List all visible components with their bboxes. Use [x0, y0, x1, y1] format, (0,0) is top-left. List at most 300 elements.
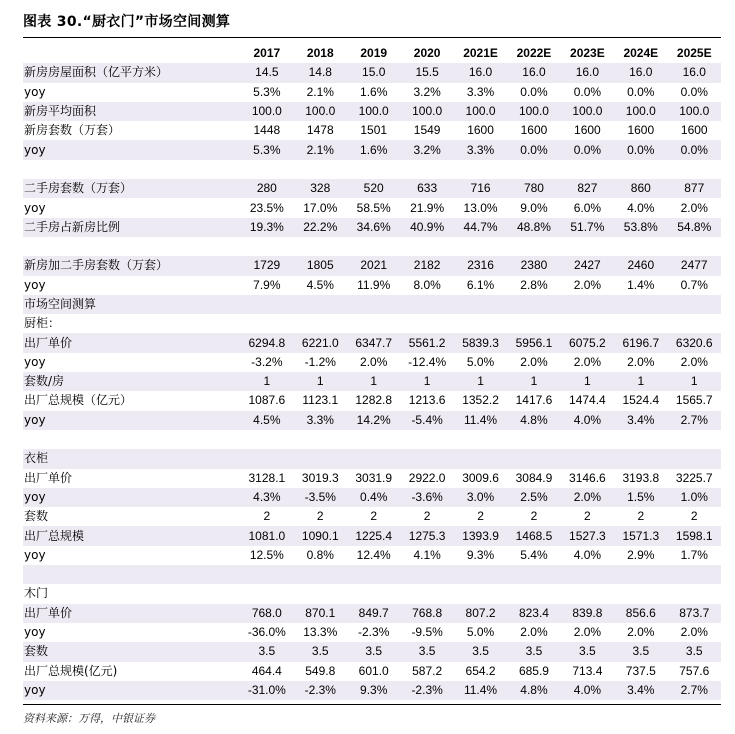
table-row: [23, 198, 721, 217]
value-cell: 12.4%: [356, 547, 391, 562]
value-cell: 1: [240, 372, 293, 391]
value-cell: 3.5: [668, 642, 721, 661]
value-cell: 23.5%: [249, 200, 284, 215]
value-cell: 1565.7: [675, 393, 713, 408]
row-label: 新房套数（万套）: [24, 123, 121, 138]
figure-title: 图表 30.“厨衣门”市场空间测算: [23, 14, 231, 30]
row-label: 衣柜: [23, 449, 240, 468]
value-cell: 1549: [413, 123, 441, 138]
value-cell: 716: [454, 179, 507, 198]
value-cell: 6221.0: [294, 333, 347, 352]
table-row: [23, 256, 721, 275]
value-cell: 464.4: [251, 663, 282, 678]
row-label: [23, 237, 240, 256]
year-header: 2017: [253, 46, 281, 61]
value-cell: [294, 295, 347, 314]
value-cell: [507, 449, 560, 468]
value-cell: -5.4%: [400, 411, 453, 430]
value-cell: 0.0%: [520, 84, 548, 99]
row-label: 出厂总规模: [23, 526, 240, 545]
value-cell: [561, 160, 614, 179]
value-cell: 2.0%: [520, 625, 548, 640]
value-cell: -31.0%: [240, 681, 293, 700]
value-cell: 780: [507, 179, 560, 198]
value-cell: 2477: [668, 256, 721, 275]
value-cell: 14.2%: [347, 411, 400, 430]
value-cell: 3146.6: [569, 470, 606, 485]
row-label: yoy: [24, 277, 46, 292]
value-cell: 3.5: [614, 642, 667, 661]
table-row: [23, 584, 721, 603]
value-cell: 685.9: [518, 663, 549, 678]
value-cell: [294, 430, 347, 449]
value-cell: [454, 449, 507, 468]
source-note: 资料来源：万得，中银证券: [23, 712, 155, 725]
value-cell: [561, 237, 614, 256]
row-label: 出厂单价: [24, 470, 73, 485]
value-cell: 1213.6: [408, 393, 446, 408]
value-cell: 4.5%: [240, 411, 293, 430]
value-cell: 1: [400, 372, 453, 391]
value-cell: 1.6%: [347, 140, 400, 159]
value-cell: 0.0%: [680, 84, 708, 99]
value-cell: 3031.9: [355, 470, 393, 485]
value-cell: 48.8%: [507, 218, 560, 237]
table-row: [23, 546, 721, 565]
value-cell: 4.3%: [240, 488, 293, 507]
value-cell: 5.3%: [240, 140, 293, 159]
value-cell: 0.4%: [347, 488, 400, 507]
value-cell: [507, 584, 560, 603]
value-cell: [240, 430, 293, 449]
value-cell: 4.0%: [627, 200, 655, 215]
value-cell: 3.5: [294, 642, 347, 661]
value-cell: 2.0%: [680, 625, 708, 640]
value-cell: 100.0: [240, 102, 293, 121]
value-cell: 0.0%: [507, 140, 560, 159]
value-cell: [240, 295, 293, 314]
table-row: [23, 63, 721, 82]
value-cell: 827: [561, 179, 614, 198]
value-cell: -1.2%: [304, 354, 336, 369]
value-cell: 100.0: [507, 102, 560, 121]
table-row: [23, 314, 721, 333]
value-cell: 856.6: [614, 604, 667, 623]
value-cell: 1600: [520, 123, 548, 138]
bottom-divider: [23, 704, 721, 705]
year-header: 2018: [306, 46, 334, 61]
value-cell: [400, 295, 453, 314]
value-cell: -9.5%: [411, 625, 443, 640]
value-cell: 0.7%: [680, 277, 708, 292]
value-cell: 11.4%: [454, 681, 507, 700]
value-cell: 0.0%: [668, 140, 721, 159]
value-cell: 1: [614, 372, 667, 391]
value-cell: 1123.1: [302, 393, 339, 408]
value-cell: 3.0%: [454, 488, 507, 507]
value-cell: -3.6%: [400, 488, 453, 507]
value-cell: 3.4%: [614, 411, 667, 430]
row-label: 二手房套数（万套）: [23, 179, 240, 198]
value-cell: 2: [316, 509, 324, 524]
value-cell: [400, 237, 453, 256]
table-row: [23, 102, 721, 121]
value-cell: 1.0%: [668, 488, 721, 507]
value-cell: 4.5%: [306, 277, 334, 292]
value-cell: 5839.3: [454, 333, 507, 352]
year-header: 2024E: [623, 46, 659, 61]
value-cell: 2: [690, 509, 698, 524]
value-cell: [507, 295, 560, 314]
year-header: 2019: [360, 46, 388, 61]
value-cell: 2.5%: [507, 488, 560, 507]
value-cell: 1417.6: [515, 393, 553, 408]
table-row: [23, 140, 721, 159]
row-label: 木门: [24, 586, 49, 601]
value-cell: [400, 584, 453, 603]
value-cell: 2.7%: [668, 411, 721, 430]
value-cell: 1: [347, 372, 400, 391]
value-cell: 3084.9: [515, 470, 553, 485]
value-cell: [668, 314, 721, 333]
year-header: 2025E: [676, 46, 712, 61]
value-cell: 8.0%: [413, 277, 441, 292]
table-row: [23, 179, 721, 198]
value-cell: 12.5%: [249, 547, 284, 562]
value-cell: 100.0: [347, 102, 400, 121]
value-cell: 9.0%: [520, 200, 548, 215]
year-header: 2020: [413, 46, 441, 61]
value-cell: 2021: [347, 256, 400, 275]
value-cell: 3019.3: [301, 470, 339, 485]
value-cell: 601.0: [358, 663, 389, 678]
value-cell: 520: [347, 179, 400, 198]
value-cell: 3.5: [240, 642, 293, 661]
value-cell: 2182: [400, 256, 453, 275]
value-cell: 4.0%: [561, 411, 614, 430]
value-cell: [294, 565, 347, 584]
value-cell: 1081.0: [240, 526, 293, 545]
value-cell: 4.0%: [561, 681, 614, 700]
value-cell: 1087.6: [248, 393, 286, 408]
table-row: [23, 218, 721, 237]
value-cell: 1448: [253, 123, 281, 138]
value-cell: 16.0: [614, 63, 667, 82]
table-row: [23, 526, 721, 545]
value-cell: [240, 584, 293, 603]
row-label: 市场空间测算: [23, 295, 240, 314]
value-cell: [347, 160, 400, 179]
value-cell: 2.0%: [573, 625, 602, 640]
value-cell: [507, 237, 560, 256]
row-label: 套数: [23, 642, 240, 661]
row-label: yoy: [23, 681, 240, 700]
value-cell: [454, 295, 507, 314]
value-cell: 2: [263, 509, 271, 524]
table-row: [23, 160, 721, 179]
row-label: [23, 160, 240, 179]
value-cell: [347, 449, 400, 468]
value-cell: 1805: [294, 256, 347, 275]
value-cell: [294, 584, 347, 603]
value-cell: 19.3%: [240, 218, 293, 237]
table-row: [23, 449, 721, 468]
table-row: [23, 488, 721, 507]
value-cell: [347, 237, 400, 256]
value-cell: 51.7%: [561, 218, 614, 237]
value-cell: 0.0%: [614, 140, 667, 159]
value-cell: 1352.2: [462, 393, 499, 408]
value-cell: 549.8: [305, 663, 336, 678]
value-cell: -3.5%: [294, 488, 347, 507]
value-cell: [454, 584, 507, 603]
value-cell: [400, 430, 453, 449]
row-label: yoy: [24, 354, 46, 369]
value-cell: [454, 160, 507, 179]
value-cell: 328: [294, 179, 347, 198]
value-cell: 5.4%: [520, 547, 548, 562]
value-cell: 100.0: [614, 102, 667, 121]
value-cell: 1225.4: [347, 526, 400, 545]
value-cell: 713.4: [572, 663, 603, 678]
value-cell: 3.3%: [466, 84, 495, 99]
value-cell: [561, 449, 614, 468]
value-cell: [614, 237, 667, 256]
value-cell: 34.6%: [347, 218, 400, 237]
value-cell: 1501: [360, 123, 388, 138]
value-cell: 280: [240, 179, 293, 198]
value-cell: [561, 565, 614, 584]
value-cell: 9.3%: [466, 547, 495, 562]
table-row: [23, 237, 721, 256]
value-cell: 737.5: [625, 663, 656, 678]
row-label: [23, 565, 240, 584]
value-cell: 4.1%: [413, 547, 441, 562]
value-cell: [240, 449, 293, 468]
value-cell: 877: [668, 179, 721, 198]
table-row: [23, 662, 721, 681]
value-cell: 5.0%: [466, 625, 495, 640]
row-label: yoy: [24, 84, 46, 99]
value-cell: [614, 565, 667, 584]
value-cell: [240, 237, 293, 256]
row-label: 套数/房: [23, 372, 240, 391]
value-cell: 3.4%: [614, 681, 667, 700]
value-cell: 1090.1: [294, 526, 347, 545]
value-cell: [454, 565, 507, 584]
value-cell: 1600: [574, 123, 601, 138]
value-cell: 16.0: [507, 63, 560, 82]
value-cell: 633: [400, 179, 453, 198]
table-row: [23, 333, 721, 352]
value-cell: 849.7: [347, 604, 400, 623]
value-cell: 1478: [306, 123, 334, 138]
value-cell: 768.0: [240, 604, 293, 623]
value-cell: [294, 314, 347, 333]
value-cell: 1.6%: [360, 84, 388, 99]
value-cell: 3.3%: [454, 140, 507, 159]
value-cell: 3.5: [561, 642, 614, 661]
value-cell: 2: [370, 509, 378, 524]
value-cell: 100.0: [294, 102, 347, 121]
value-cell: [614, 160, 667, 179]
value-cell: 1527.3: [561, 526, 614, 545]
value-cell: 2: [477, 509, 484, 524]
table-row: [23, 353, 721, 372]
value-cell: 58.5%: [356, 200, 391, 215]
value-cell: 0.0%: [627, 84, 655, 99]
value-cell: 2.0%: [520, 354, 548, 369]
value-cell: 14.5: [240, 63, 293, 82]
value-cell: 7.9%: [253, 277, 281, 292]
value-cell: 16.0: [561, 63, 614, 82]
value-cell: 4.8%: [507, 681, 560, 700]
header-row: [23, 44, 721, 63]
value-cell: [294, 449, 347, 468]
value-cell: 2: [423, 509, 431, 524]
value-cell: 15.0: [347, 63, 400, 82]
value-cell: 873.7: [668, 604, 721, 623]
value-cell: [668, 584, 721, 603]
value-cell: 14.8: [294, 63, 347, 82]
value-cell: 1: [294, 372, 347, 391]
value-cell: [294, 160, 347, 179]
value-cell: -36.0%: [247, 625, 286, 640]
table-row: [23, 430, 721, 449]
value-cell: 2.0%: [680, 200, 708, 215]
value-cell: 2.9%: [627, 547, 655, 562]
value-cell: 3225.7: [675, 470, 713, 485]
value-cell: 6075.2: [561, 333, 614, 352]
value-cell: 1.5%: [614, 488, 667, 507]
value-cell: 3.5: [454, 642, 507, 661]
value-cell: 53.8%: [614, 218, 667, 237]
title-divider: [23, 37, 721, 38]
value-cell: -2.3%: [358, 625, 390, 640]
table-row: [23, 507, 721, 526]
value-cell: [347, 565, 400, 584]
value-cell: 100.0: [454, 102, 507, 121]
table-row: [23, 623, 721, 642]
value-cell: 2.0%: [627, 625, 655, 640]
value-cell: 768.8: [400, 604, 453, 623]
table-row: [23, 276, 721, 295]
value-cell: [240, 565, 293, 584]
value-cell: [507, 160, 560, 179]
row-label: yoy: [24, 200, 46, 215]
value-cell: [668, 449, 721, 468]
row-label: 出厂单价: [23, 333, 240, 352]
value-cell: 2316: [454, 256, 507, 275]
value-cell: 2.0%: [627, 354, 655, 369]
value-cell: [668, 565, 721, 584]
year-header: 2021E: [463, 46, 498, 61]
value-cell: 2460: [614, 256, 667, 275]
row-label: 出厂单价: [23, 604, 240, 623]
value-cell: [347, 584, 400, 603]
row-label: [23, 430, 240, 449]
value-cell: 100.0: [561, 102, 614, 121]
row-label: 新房加二手房套数（万套）: [23, 256, 240, 275]
value-cell: 2.0%: [573, 354, 602, 369]
value-cell: [614, 295, 667, 314]
value-cell: 1468.5: [507, 526, 560, 545]
value-cell: 1.4%: [627, 277, 655, 292]
value-cell: 16.0: [668, 63, 721, 82]
value-cell: -2.3%: [400, 681, 453, 700]
row-label: 二手房占新房比例: [23, 218, 240, 237]
value-cell: 21.9%: [410, 200, 445, 215]
value-cell: 3.2%: [413, 84, 441, 99]
row-label: yoy: [23, 140, 240, 159]
value-cell: 860: [614, 179, 667, 198]
table-row: [23, 295, 721, 314]
value-cell: 9.3%: [347, 681, 400, 700]
value-cell: [347, 430, 400, 449]
value-cell: 3.2%: [400, 140, 453, 159]
value-cell: 11.9%: [357, 277, 391, 292]
value-cell: 40.9%: [400, 218, 453, 237]
value-cell: [240, 160, 293, 179]
value-cell: [454, 237, 507, 256]
value-cell: 1598.1: [668, 526, 721, 545]
value-cell: [400, 565, 453, 584]
value-cell: 6294.8: [240, 333, 293, 352]
value-cell: 1282.8: [355, 393, 393, 408]
value-cell: 6320.6: [668, 333, 721, 352]
value-cell: 870.1: [294, 604, 347, 623]
value-cell: 3128.1: [248, 470, 286, 485]
value-cell: 100.0: [400, 102, 453, 121]
table-row: [23, 469, 721, 488]
value-cell: 823.4: [507, 604, 560, 623]
value-cell: 1474.4: [569, 393, 606, 408]
value-cell: 2.1%: [294, 140, 347, 159]
value-cell: [614, 430, 667, 449]
value-cell: 757.6: [679, 663, 710, 678]
value-cell: 2.0%: [360, 354, 388, 369]
value-cell: 13.3%: [303, 625, 338, 640]
value-cell: 1: [561, 372, 614, 391]
value-cell: 1: [507, 372, 560, 391]
value-cell: 54.8%: [668, 218, 721, 237]
row-label: 厨柜：: [24, 316, 61, 331]
value-cell: 100.0: [668, 102, 721, 121]
row-label: yoy: [23, 488, 240, 507]
value-cell: 5.3%: [253, 84, 281, 99]
table-row: [23, 83, 721, 102]
value-cell: [294, 237, 347, 256]
value-cell: [614, 584, 667, 603]
value-cell: [561, 295, 614, 314]
market-size-table: [23, 44, 721, 700]
value-cell: 1: [454, 372, 507, 391]
value-cell: 2.0%: [561, 488, 614, 507]
value-cell: 1: [668, 372, 721, 391]
table-row: [23, 681, 721, 700]
table-row: [23, 411, 721, 430]
year-header: 2023E: [570, 46, 605, 61]
value-cell: [668, 430, 721, 449]
value-cell: [347, 314, 400, 333]
value-cell: 17.0%: [303, 200, 338, 215]
value-cell: 1275.3: [400, 526, 453, 545]
value-cell: 3.5: [400, 642, 453, 661]
value-cell: 15.5: [400, 63, 453, 82]
value-cell: 2.8%: [520, 277, 548, 292]
value-cell: 2.1%: [306, 84, 334, 99]
value-cell: [507, 565, 560, 584]
